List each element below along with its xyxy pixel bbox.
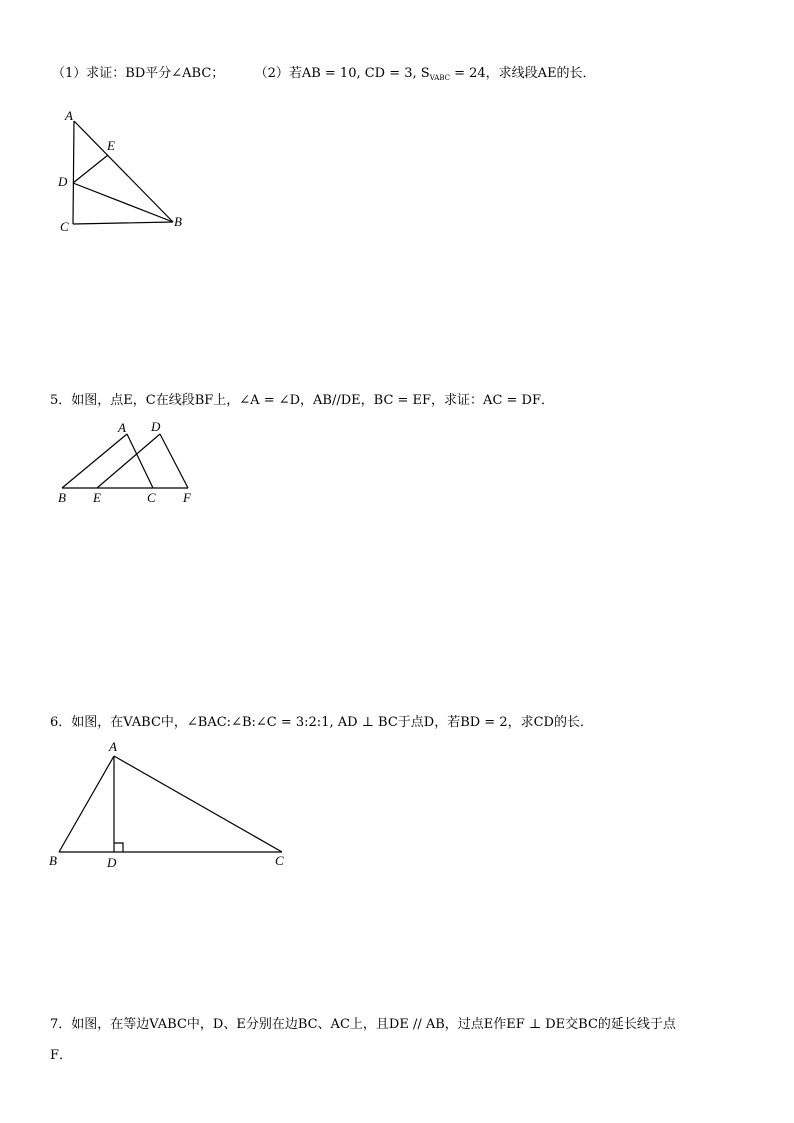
q5-label-F: F xyxy=(183,490,191,505)
segment-AB xyxy=(74,121,173,222)
segment-ED xyxy=(97,434,160,488)
q4-label-A: A xyxy=(65,108,73,123)
q5-label-C: C xyxy=(147,490,156,505)
q6-label-A: A xyxy=(109,739,117,754)
q5-figure xyxy=(50,416,210,508)
q4-label-C: C xyxy=(60,219,69,234)
q4-question-text xyxy=(52,62,596,82)
q4-label-B: B xyxy=(174,214,182,229)
segment-BA xyxy=(59,756,114,852)
segment-CB xyxy=(73,222,173,224)
q6-label-C: C xyxy=(275,853,284,868)
segment-DE xyxy=(73,155,108,183)
q5-label-A: A xyxy=(118,420,126,435)
q6-label-B: B xyxy=(49,853,57,868)
q4-figure xyxy=(50,104,200,244)
q6-question-text: 6．如图，在VABC中，∠BAC:∠B:∠C = 3:2:1, AD ⊥ BC于点D，若BD = 2，求CD的长． xyxy=(50,715,593,730)
q7-question-line2: F． xyxy=(50,1048,73,1063)
q4-part2: （2）若AB = 10, CD = 3, $S_{VABC} = 24$，求线段AE的长． xyxy=(254,66,596,82)
q4-label-E: E xyxy=(107,138,115,153)
q6-figure xyxy=(44,736,294,876)
q7-question-line1: 7．如图，在等边VABC中，D、E分别在边BC、AC上，且DE // AB，过点E作EF ⊥ DE交BC的延长线于点 xyxy=(50,1017,676,1032)
segment-AC xyxy=(114,756,282,852)
segment-DB xyxy=(73,183,173,222)
q5-label-E: E xyxy=(93,490,101,505)
q4-part1: （1）求证：BD平分∠ABC； xyxy=(52,66,225,81)
q6-label-D: D xyxy=(107,855,117,870)
segment-AC xyxy=(127,434,153,488)
segment-DF xyxy=(160,434,188,488)
q5-label-D: D xyxy=(151,419,161,434)
q4-label-D: D xyxy=(58,174,68,189)
segment-AC xyxy=(73,121,74,224)
q5-label-B: B xyxy=(58,490,66,505)
right-angle-mark xyxy=(114,843,123,852)
q5-question-text: 5．如图，点E，C在线段BF上，∠A = ∠D，AB//DE，BC = EF，求证：AC = DF． xyxy=(50,393,554,408)
segment-BA xyxy=(62,434,127,488)
